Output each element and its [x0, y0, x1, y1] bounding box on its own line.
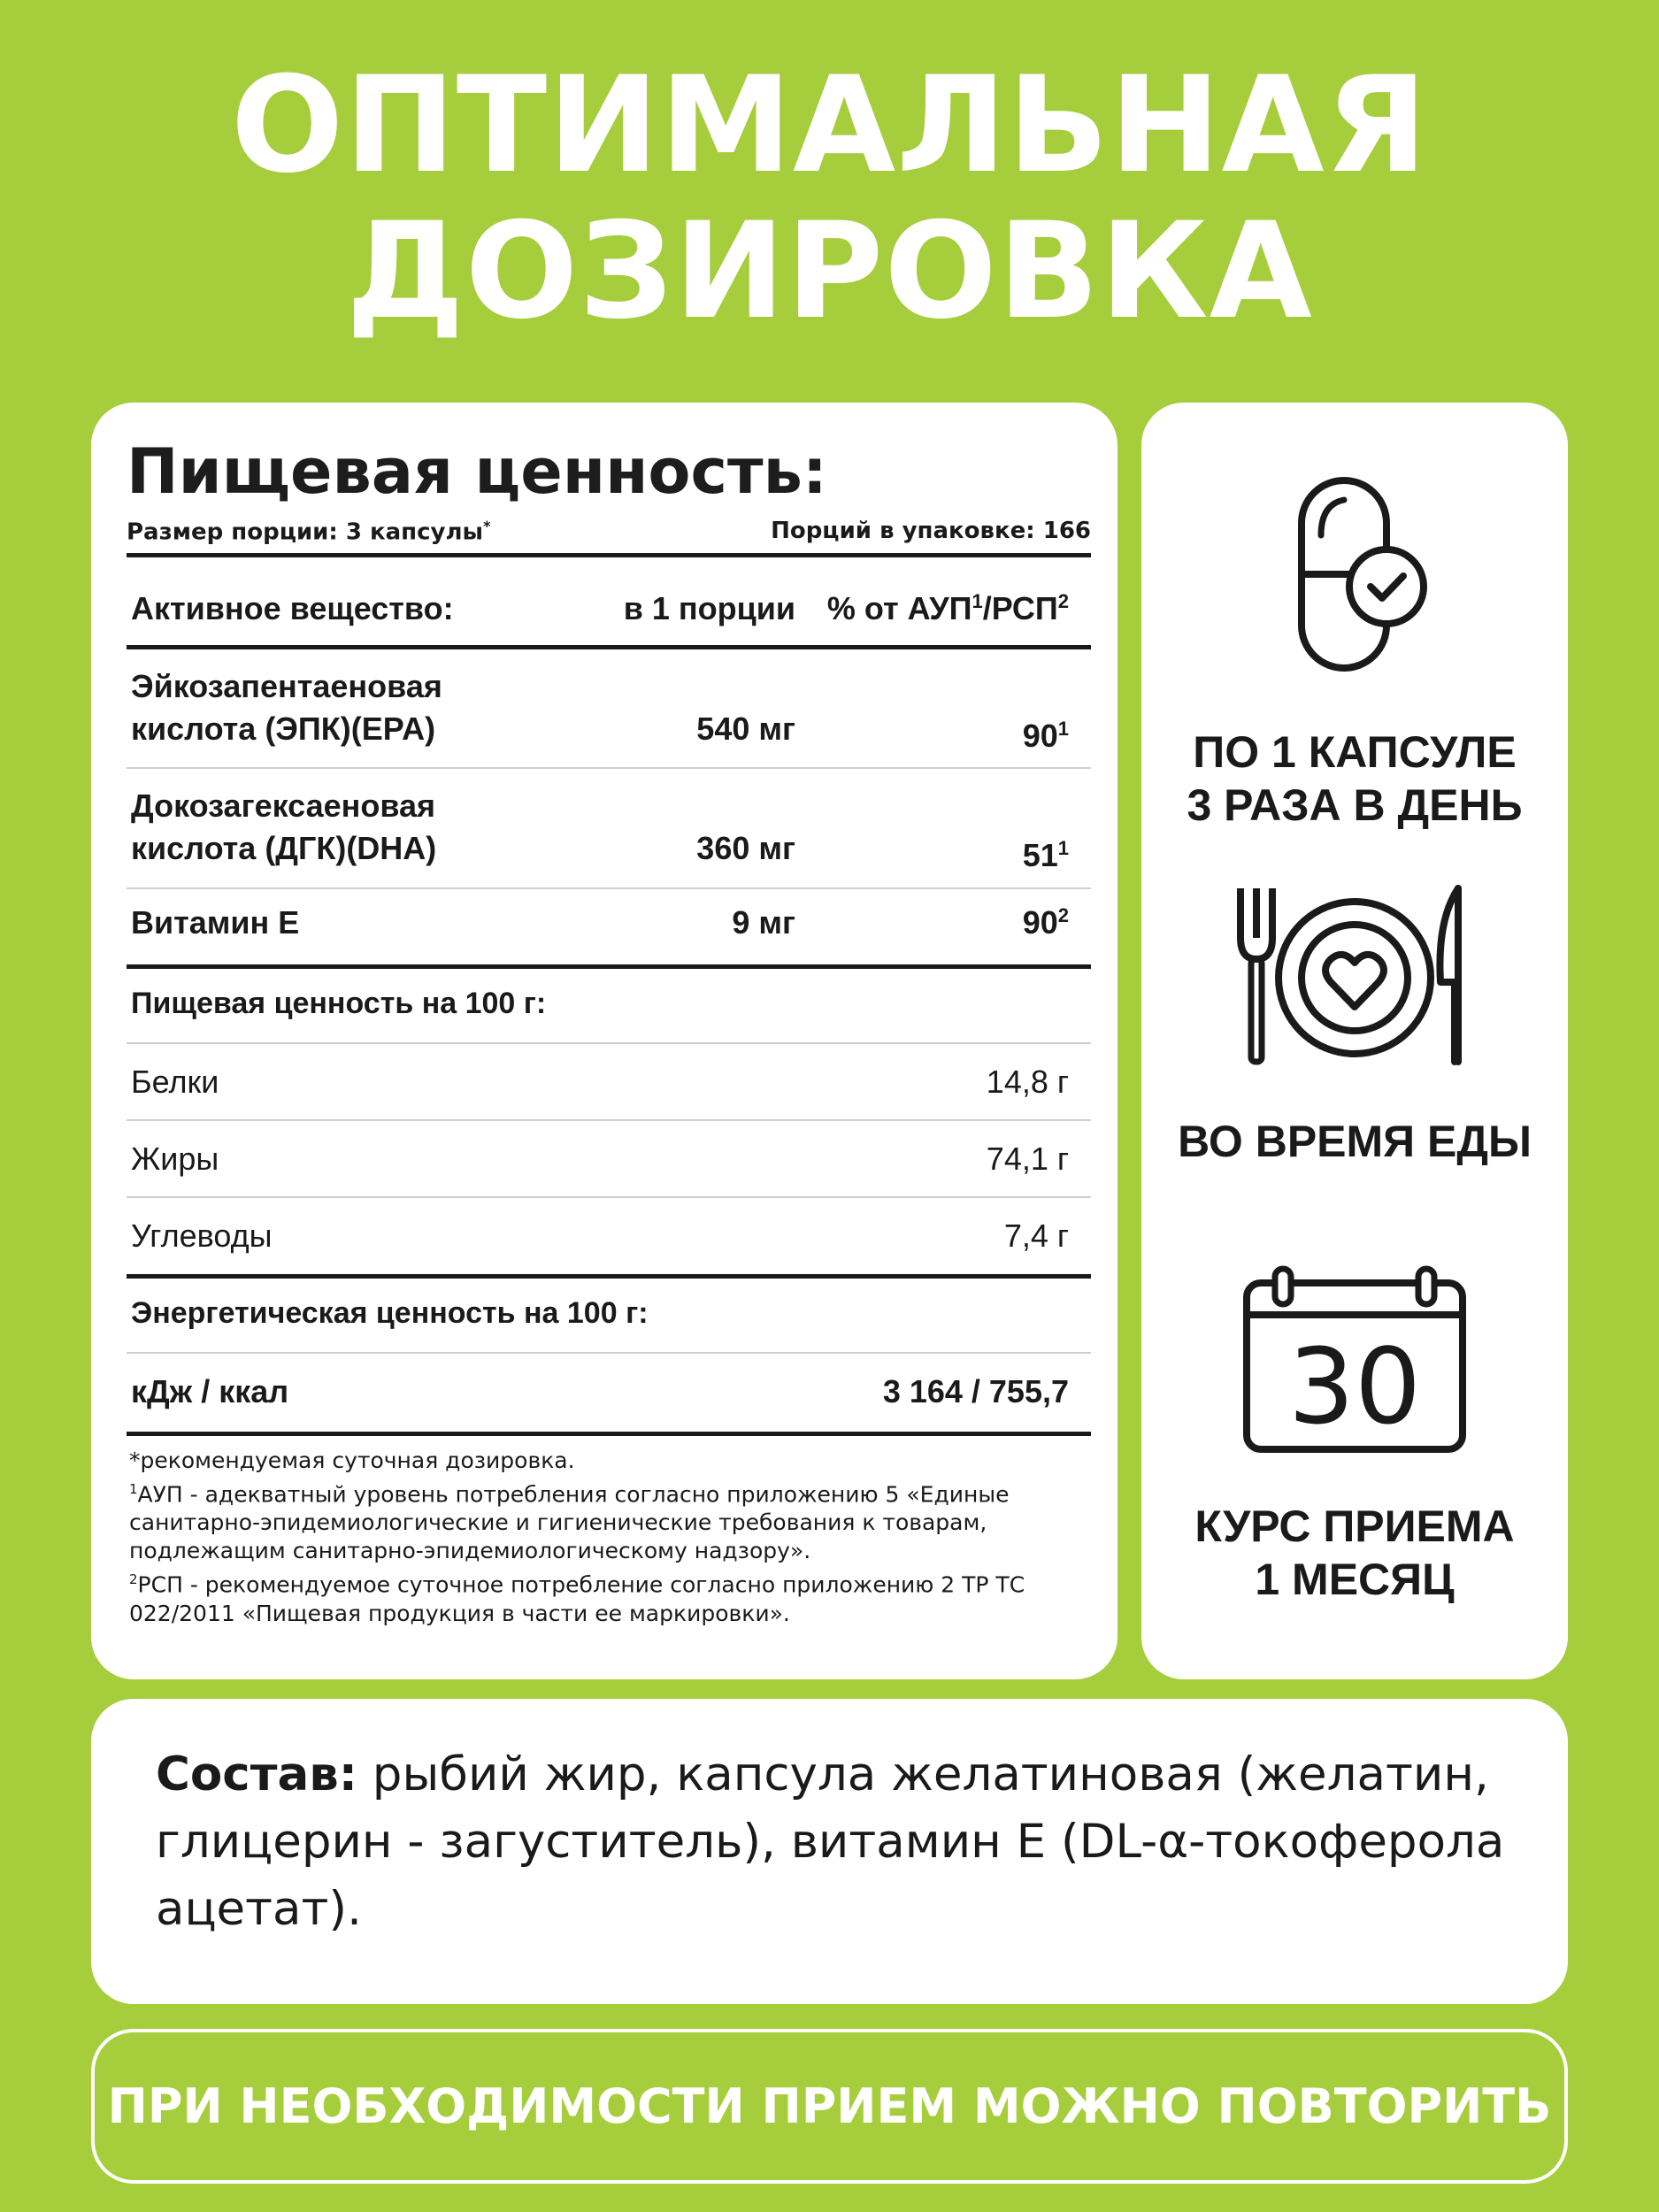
header-percent: % от АУП$^1$/РСП$^2$: [826, 590, 1069, 626]
composition-text: [156, 1741, 1518, 1943]
divider: [127, 1274, 1091, 1279]
divider: [127, 767, 1091, 769]
composition-card: [91, 1699, 1568, 2004]
calendar-30-icon: [1240, 1265, 1470, 1455]
footnote-2: $^1$АУП - адекватный уровень потребления согласно приложению 5 «Единые санитарно-эпидемиологические и гигиенические требования к товарам, подлежащим санитарно-эпидемиологическому надзору».: [129, 1481, 1010, 1564]
title-line-2: ДОЗИРОВКА: [346, 195, 1313, 349]
divider: [127, 1042, 1091, 1044]
serving-size: Размер порции: 3 капсулы*: [127, 518, 491, 546]
servings-per-pack: Порций в упаковке: 166: [771, 518, 1091, 544]
nutrition-title: Пищевая ценность:: [127, 435, 827, 508]
divider: [127, 1119, 1091, 1121]
course-block: [1141, 1265, 1568, 1606]
page-title: [0, 49, 1659, 349]
timing-label: ВО ВРЕМЯ ЕДЫ: [1178, 1117, 1532, 1166]
composition-ingredients: рыбий жир, капсула желатиновая (желатин, глицерин - загуститель), витамин Е (DL-α-токоферола ацетат).: [156, 1747, 1505, 1936]
repeat-course-banner: ПРИ НЕОБХОДИМОСТИ ПРИЕМ МОЖНО ПОВТОРИТЬ: [91, 2029, 1568, 2184]
divider: [127, 1432, 1091, 1436]
divider: [127, 1352, 1091, 1354]
serving-info: [127, 518, 1091, 546]
header-substance: Активное вещество:: [131, 590, 454, 626]
timing-block: [1141, 885, 1568, 1168]
title-line-1: ОПТИМАЛЬНАЯ: [230, 49, 1429, 203]
divider: [127, 553, 1091, 557]
calendar-number: 30: [1287, 1325, 1422, 1448]
footnote-3: $^2$РСП - рекомендуемое суточное потребление согласно приложению 2 ТР ТС 022/2011 «Пищевая продукция в части ее маркировки».: [129, 1571, 1025, 1626]
course-label: КУРС ПРИЕМА 1 МЕСЯЦ: [1194, 1502, 1515, 1604]
header-per-serving: в 1 порции: [623, 590, 795, 626]
divider: [127, 645, 1091, 649]
capsule-check-icon: [1275, 473, 1434, 677]
divider: [127, 887, 1091, 889]
dose-block: [1141, 473, 1568, 832]
plate-fork-knife-heart-icon: [1226, 885, 1483, 1066]
usage-card: [1141, 403, 1568, 1679]
footnotes: [129, 1447, 1085, 1628]
composition-label: Состав:: [156, 1747, 357, 1801]
nutrition-facts-card: Пищевая ценность: Размер порции: 3 капсулы* Порций в упаковке: 166 Активное вещество: в 1 порции % от АУП$^1$/РСП$^2$ Эйкозапентаеновая кислота (ЭПК)(EPA) 540 мг $90^1$ Докозагексаеновая кислота (ДГК)(DHA) 360 мг $51^1$ Витамин Е 9 мг $90^2$ Пищевая ценность на 100 г: Белки 14,8 г Жиры 74,1 г Углеводы 7,4 г Энергетическая ценность на 100 г: кДж / ккал 3 164 / 755,7 *рекомендуемая суточная дозировка. $^1$АУП - адекватный уровень потребления согласно приложению 5 «Единые санитарно-эпидемиологические и гигиенические требования к товарам, подлежащим санитарно-эпидемиологическому надзору». $^2$РСП - рекомендуемое суточное потребление согласно приложению 2 ТР ТС 022/2011 «Пищевая продукция в части ее маркировки».: [91, 403, 1118, 1679]
divider: [127, 1196, 1091, 1198]
divider: [127, 964, 1091, 969]
footnote-1: *рекомендуемая суточная дозировка.: [129, 1448, 575, 1473]
dose-label: ПО 1 КАПСУЛЕ 3 РАЗА В ДЕНЬ: [1187, 727, 1523, 830]
